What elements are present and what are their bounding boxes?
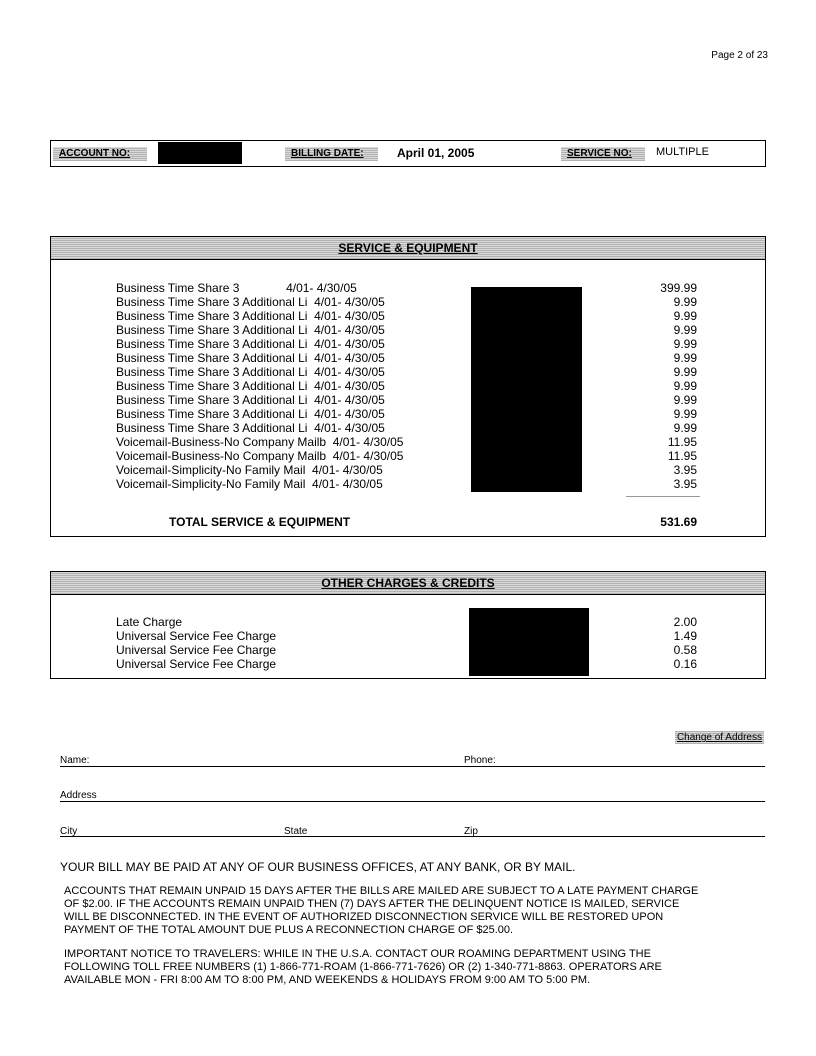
other-charges-section — [50, 571, 766, 679]
line-item: Business Time Share 3 Additional Li 4/01- 4/30/05 — [116, 295, 385, 309]
amount: 9.99 — [673, 407, 697, 421]
amount: 0.58 — [673, 643, 697, 657]
service-no-label: SERVICE NO: — [561, 147, 645, 161]
other-charges-header — [51, 572, 765, 595]
amount: 9.99 — [673, 351, 697, 365]
amount: 9.99 — [673, 421, 697, 435]
amount: 9.99 — [673, 295, 697, 309]
account-no-label: ACCOUNT NO: — [53, 147, 147, 161]
line-item: Business Time Share 3 Additional Li 4/01- 4/30/05 — [116, 337, 385, 351]
state-label: State — [284, 826, 308, 837]
service-equipment-title: SERVICE & EQUIPMENT — [338, 241, 478, 255]
total-label: TOTAL SERVICE & EQUIPMENT — [169, 515, 351, 529]
amount: 9.99 — [673, 323, 697, 337]
city-label: City — [60, 826, 78, 837]
notice-line: PAYMENT OF THE TOTAL AMOUNT DUE PLUS A RECONNECTION CHARGE OF $25.00. — [64, 924, 514, 936]
account-header-bar — [50, 140, 766, 167]
travelers-notice — [64, 948, 662, 987]
line-item: Business Time Share 3 4/01- 4/30/05 — [116, 281, 357, 295]
amount: 3.95 — [673, 463, 697, 477]
line-item: Voicemail-Business-No Company Mailb 4/01- 4/30/05 — [116, 435, 404, 449]
amount: 9.99 — [673, 309, 697, 323]
line-item: Business Time Share 3 Additional Li 4/01- 4/30/05 — [116, 379, 385, 393]
page-number: Page 2 of 23 — [711, 50, 768, 61]
amount: 9.99 — [673, 379, 697, 393]
service-equipment-amounts — [660, 281, 697, 491]
notice-line: OF $2.00. IF THE ACCOUNTS REMAIN UNPAID THEN (7) DAYS AFTER THE DELINQUENT NOTICE IS MAILED, SERVICE — [64, 898, 680, 910]
redacted-block — [469, 608, 589, 676]
line-item: Late Charge — [116, 615, 183, 629]
change-of-address-label: Change of Address — [676, 732, 762, 743]
notice-line: WILL BE DISCONNECTED. IN THE EVENT OF AUTHORIZED DISCONNECTION SERVICE WILL BE RESTORED UPON — [64, 911, 664, 923]
line-item: Business Time Share 3 Additional Li 4/01- 4/30/05 — [116, 351, 385, 365]
amount: 2.00 — [673, 615, 697, 629]
amount: 11.95 — [667, 435, 697, 449]
line-item: Universal Service Fee Charge — [116, 629, 277, 643]
line-item: Voicemail-Simplicity-No Family Mail 4/01- 4/30/05 — [116, 477, 383, 491]
service-equipment-section — [50, 236, 766, 537]
line-item: Universal Service Fee Charge — [116, 643, 277, 657]
notice-line: AVAILABLE MON - FRI 8:00 AM TO 8:00 PM, AND WEEKENDS & HOLIDAYS FROM 9:00 AM TO 5:00 PM. — [64, 974, 591, 986]
amount: 9.99 — [673, 393, 697, 407]
redacted-block — [471, 287, 582, 492]
amount: 11.95 — [667, 449, 697, 463]
service-equipment-header — [51, 237, 765, 260]
phone-label: Phone: — [464, 755, 496, 766]
name-phone-line[interactable] — [60, 766, 765, 767]
service-equipment-lines — [116, 281, 403, 491]
line-item: Universal Service Fee Charge — [116, 657, 277, 671]
address-label: Address — [60, 790, 97, 801]
billing-date-value: April 01, 2005 — [397, 146, 475, 160]
line-item: Business Time Share 3 Additional Li 4/01- 4/30/05 — [116, 421, 385, 435]
pay-info-text: YOUR BILL MAY BE PAID AT ANY OF OUR BUSINESS OFFICES, AT ANY BANK, OR BY MAIL. — [60, 860, 576, 874]
line-item: Business Time Share 3 Additional Li 4/01- 4/30/05 — [116, 365, 385, 379]
subtotal-rule — [626, 496, 700, 497]
line-item: Business Time Share 3 Additional Li 4/01- 4/30/05 — [116, 407, 385, 421]
service-no-value: MULTIPLE — [656, 146, 709, 158]
line-item: Business Time Share 3 Additional Li 4/01- 4/30/05 — [116, 323, 385, 337]
zip-label: Zip — [464, 826, 478, 837]
amount: 1.49 — [673, 629, 697, 643]
line-item: Voicemail-Simplicity-No Family Mail 4/01- 4/30/05 — [116, 463, 383, 477]
line-item: Business Time Share 3 Additional Li 4/01- 4/30/05 — [116, 309, 385, 323]
other-charges-lines — [116, 615, 276, 671]
late-payment-notice — [64, 885, 698, 937]
total-amount: 531.69 — [660, 515, 697, 529]
address-line[interactable] — [60, 801, 765, 802]
amount: 3.95 — [673, 477, 697, 491]
line-item: Business Time Share 3 Additional Li 4/01- 4/30/05 — [116, 393, 385, 407]
other-charges-amounts — [674, 615, 697, 671]
other-charges-title: OTHER CHARGES & CREDITS — [321, 576, 495, 590]
amount: 0.16 — [673, 657, 697, 671]
amount: 9.99 — [673, 365, 697, 379]
city-state-zip-line[interactable] — [60, 836, 765, 837]
account-no-redacted — [158, 142, 242, 164]
amount: 399.99 — [660, 281, 697, 295]
notice-line: ACCOUNTS THAT REMAIN UNPAID 15 DAYS AFTER THE BILLS ARE MAILED ARE SUBJECT TO A LATE PAYMENT CHARGE — [64, 885, 699, 897]
line-item: Voicemail-Business-No Company Mailb 4/01- 4/30/05 — [116, 449, 404, 463]
amount: 9.99 — [673, 337, 697, 351]
billing-date-label: BILLING DATE: — [285, 147, 378, 161]
notice-line: IMPORTANT NOTICE TO TRAVELERS: WHILE IN THE U.S.A. CONTACT OUR ROAMING DEPARTMENT USING THE — [64, 948, 651, 960]
notice-line: FOLLOWING TOLL FREE NUMBERS (1) 1-866-771-ROAM (1-866-771-7626) OR (2) 1-340-771-8863. OPERATORS ARE — [64, 961, 662, 973]
name-label: Name: — [60, 755, 90, 766]
